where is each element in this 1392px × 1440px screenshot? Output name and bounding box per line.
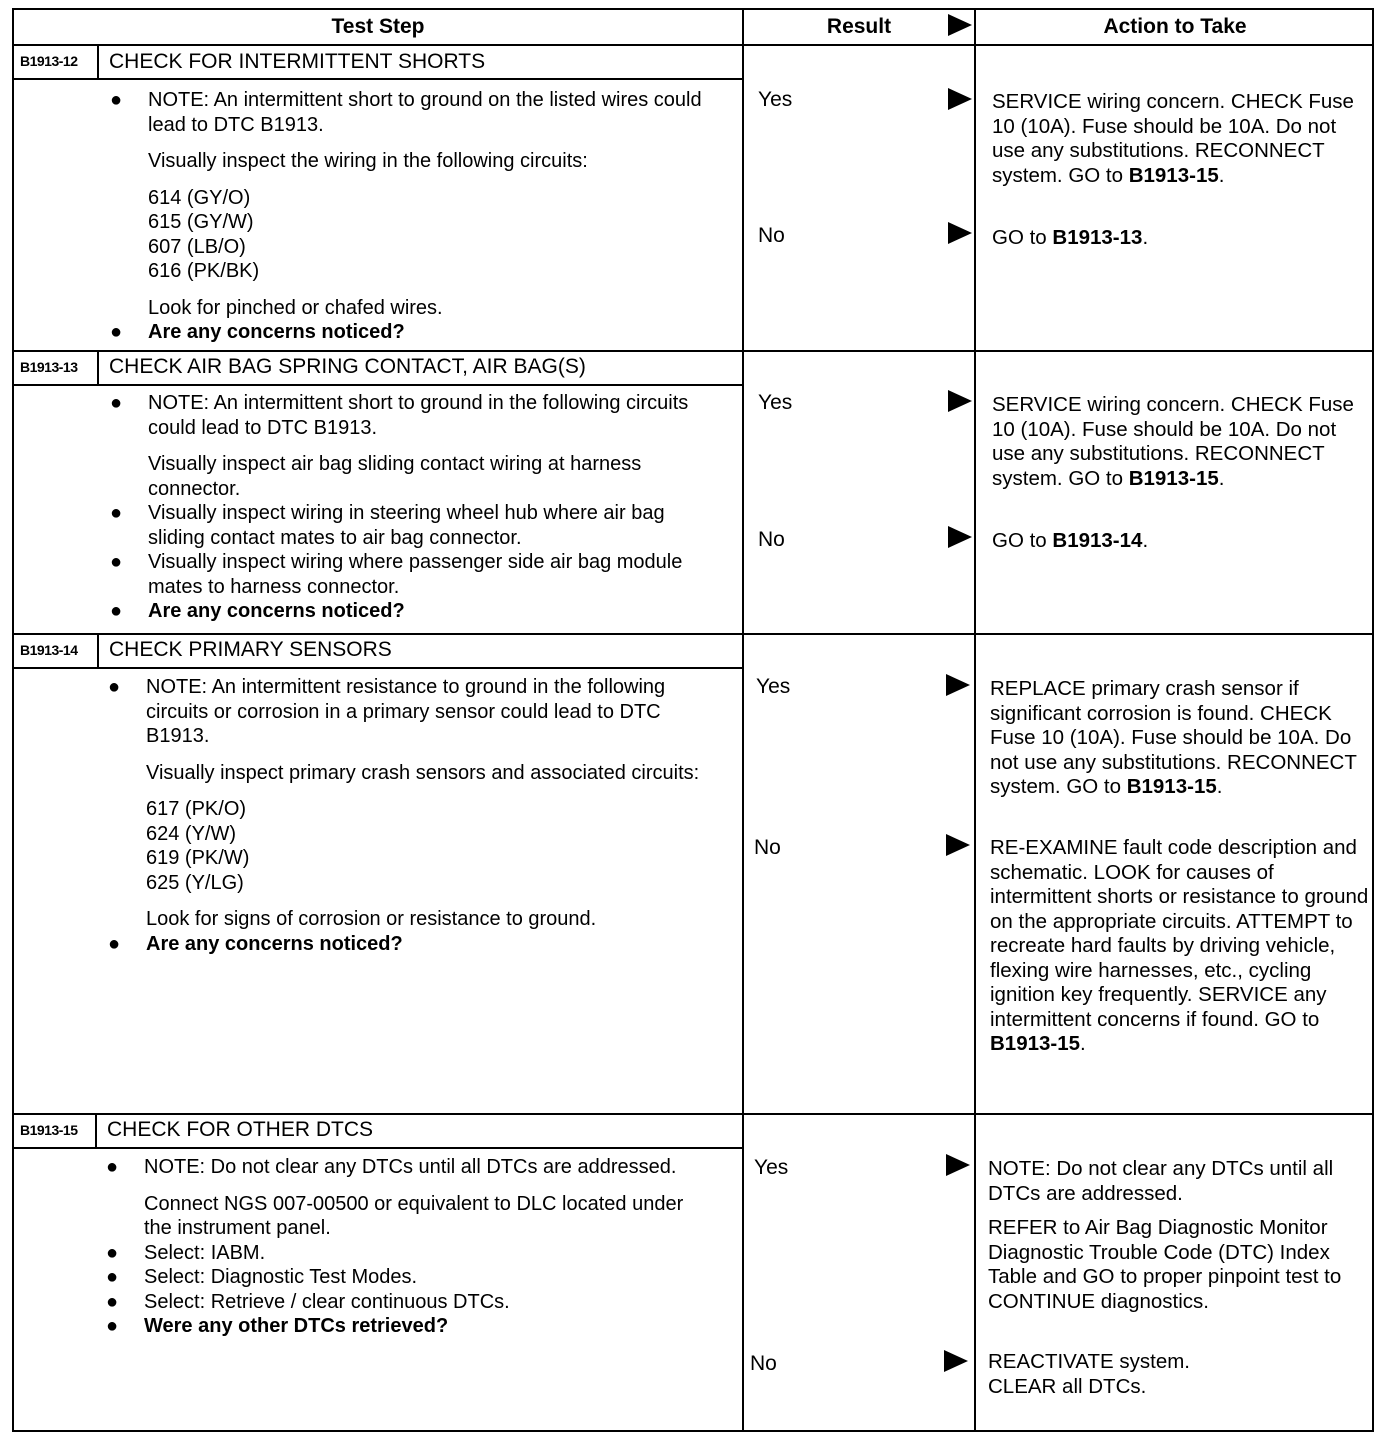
step-title-divider	[14, 667, 742, 669]
result-yes: Yes	[754, 1156, 789, 1179]
bullet-icon: ●	[106, 1290, 119, 1313]
step-body	[106, 1155, 716, 1339]
step-divider	[14, 633, 1372, 635]
step-line: Look for signs of corrosion or resistance to ground.	[146, 908, 597, 930]
action-no: GO to B1913-13.	[992, 226, 1149, 249]
step-id-divider	[97, 352, 99, 384]
header-result: Result	[826, 15, 892, 38]
step-question: ● Are any concerns noticed?	[110, 321, 405, 343]
step-question: ● Are any concerns noticed?	[108, 932, 403, 955]
step-line: Visually inspect primary crash sensors and associated circuits:	[146, 761, 700, 784]
arrow-icon	[946, 834, 970, 856]
step-line: 614 (GY/O)	[148, 186, 251, 209]
step-line: Visually inspect air bag sliding contact wiring at harness connector.	[148, 453, 642, 500]
step-title: CHECK FOR OTHER DTCS	[107, 1118, 374, 1141]
arrow-icon	[944, 1350, 968, 1372]
step-line: ● NOTE: An intermittent short to ground in the following circuits could lead to DTC B1913.	[110, 392, 689, 439]
step-line: 619 (PK/W)	[146, 847, 250, 869]
arrow-icon	[948, 222, 972, 244]
step-line: 624 (Y/W)	[146, 822, 237, 845]
step-line: ● Select: Retrieve / clear continuous DTCs.	[106, 1290, 510, 1313]
step-line: 607 (LB/O)	[148, 235, 246, 258]
action-yes: NOTE: Do not clear any DTCs until all DTCs are addressed. REFER to Air Bag Diagnostic Monitor Diagnostic Trouble Code (DTC) Index Table and GO to proper pinpoint test to CONTINUE diagnostics.	[988, 1157, 1342, 1313]
action-yes: SERVICE wiring concern. CHECK Fuse 10 (10A). Fuse should be 10A. Do not use any substitutions. RECONNECT system. GO to B1913-15.	[992, 393, 1354, 490]
step-title: CHECK FOR INTERMITTENT SHORTS	[109, 50, 486, 73]
result-yes: Yes	[758, 88, 793, 111]
step-line: 625 (Y/LG)	[146, 871, 244, 894]
arrow-icon	[946, 674, 970, 696]
step-title-divider	[14, 1147, 742, 1149]
bullet-icon: ●	[110, 89, 123, 111]
bullet-icon: ●	[106, 1241, 119, 1264]
arrow-icon	[948, 390, 972, 412]
bullet-icon: ●	[110, 392, 123, 414]
step-id: B1913-12	[20, 53, 78, 69]
result-yes: Yes	[756, 675, 791, 698]
header-action: Action to Take	[1103, 15, 1247, 38]
arrow-icon	[948, 526, 972, 548]
bullet-icon: ●	[110, 551, 123, 573]
step-title: CHECK PRIMARY SENSORS	[109, 638, 392, 661]
bullet-icon: ●	[110, 600, 123, 622]
step-id: B1913-14	[20, 642, 78, 658]
column-divider-action	[974, 10, 976, 1430]
step-title-divider	[14, 78, 742, 80]
bullet-icon: ●	[110, 321, 123, 343]
step-line: ● Visually inspect wiring in steering wheel hub where air bag sliding contact mates to air bag connector.	[110, 502, 665, 549]
action-no: REACTIVATE system. CLEAR all DTCs.	[988, 1350, 1190, 1398]
step-divider	[14, 350, 1372, 352]
column-divider-result	[742, 10, 744, 1430]
step-line: 615 (GY/W)	[148, 211, 254, 233]
step-line: ● NOTE: Do not clear any DTCs until all DTCs are addressed.	[106, 1156, 677, 1178]
header-divider	[14, 44, 1372, 46]
step-id-divider	[97, 46, 99, 78]
arrow-icon	[946, 1154, 970, 1176]
step-line: 616 (PK/BK)	[148, 260, 260, 282]
action-no: GO to B1913-14.	[992, 529, 1149, 552]
header-test-step: Test Step	[331, 15, 425, 38]
step-line: ● NOTE: An intermittent resistance to ground in the following circuits or corrosion in a primary sensor could lead to DTC B1913.	[108, 676, 666, 747]
bullet-icon: ●	[106, 1315, 119, 1337]
arrow-icon	[948, 88, 972, 110]
step-id: B1913-15	[20, 1122, 78, 1138]
step-divider	[14, 1113, 1372, 1115]
result-no: No	[758, 224, 785, 247]
step-line: Connect NGS 007-00500 or equivalent to DLC located under the instrument panel.	[144, 1192, 684, 1239]
action-yes: SERVICE wiring concern. CHECK Fuse 10 (10A). Fuse should be 10A. Do not use any substitutions. RECONNECT system. GO to B1913-15.	[992, 90, 1354, 187]
step-title: CHECK AIR BAG SPRING CONTACT, AIR BAG(S)	[109, 355, 586, 378]
bullet-icon: ●	[110, 502, 123, 524]
result-no: No	[758, 528, 785, 551]
step-body	[108, 675, 716, 956]
step-question: ● Are any concerns noticed?	[110, 600, 405, 622]
step-line: Look for pinched or chafed wires.	[148, 296, 443, 319]
bullet-icon: ●	[108, 932, 121, 955]
bullet-icon: ●	[106, 1266, 119, 1288]
step-body	[110, 391, 718, 624]
step-line: Visually inspect the wiring in the following circuits:	[148, 150, 588, 172]
step-line: ● NOTE: An intermittent short to ground on the listed wires could lead to DTC B1913.	[110, 89, 702, 136]
action-yes: REPLACE primary crash sensor if significant corrosion is found. CHECK Fuse 10 (10A). Fuse should be 10A. Do not use any substitutions. RECONNECT system. GO to B1913-15.	[990, 677, 1357, 798]
step-line: ● Visually inspect wiring where passenger side air bag module mates to harness connector.	[110, 551, 683, 598]
step-line: 617 (PK/O)	[146, 798, 247, 820]
step-id-divider	[95, 1115, 97, 1147]
step-id-divider	[97, 635, 99, 667]
action-no: RE-EXAMINE fault code description and schematic. LOOK for causes of intermittent shorts or resistance to ground on the appropriate circuits. ATTEMPT to recreate hard faults by driving vehicle, flexing wire harnesses, etc., cycling ignition key frequently. SERVICE any intermittent concerns if found. GO to B1913-15.	[990, 836, 1369, 1055]
step-line: ● Select: IABM.	[106, 1241, 266, 1264]
step-line: ● Select: Diagnostic Test Modes.	[106, 1266, 418, 1288]
bullet-icon: ●	[108, 676, 121, 698]
step-body	[110, 88, 718, 345]
step-id: B1913-13	[20, 359, 78, 375]
result-yes: Yes	[758, 391, 793, 414]
step-title-divider	[14, 384, 742, 386]
bullet-icon: ●	[106, 1156, 119, 1178]
result-no: No	[754, 836, 781, 859]
step-question: ● Were any other DTCs retrieved?	[106, 1315, 449, 1337]
diagnostic-table	[12, 8, 1374, 1432]
header-arrow-icon	[948, 14, 972, 36]
result-no: No	[750, 1352, 777, 1375]
